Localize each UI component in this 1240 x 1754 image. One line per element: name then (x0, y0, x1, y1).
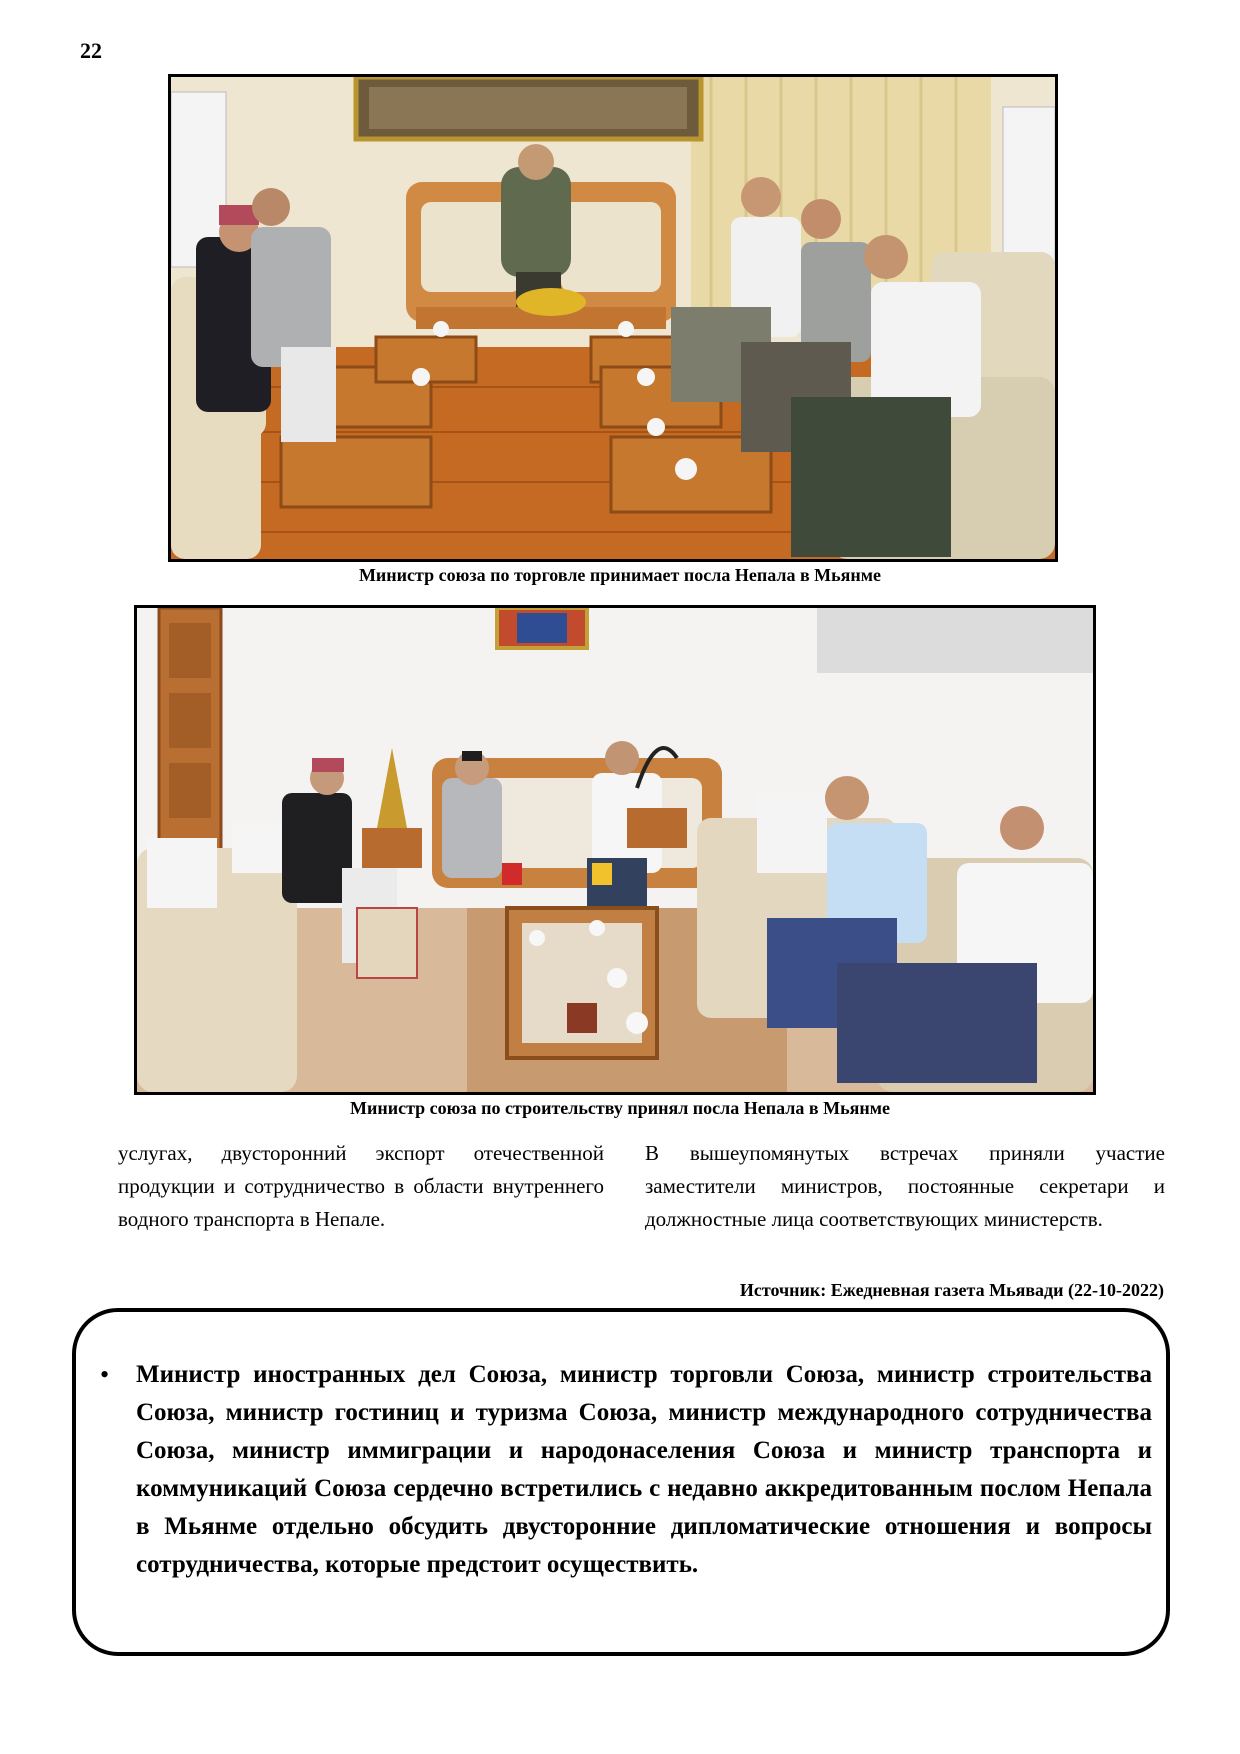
photo-meeting-construction (134, 605, 1096, 1095)
body-text-right-column: В вышеупомянутых встречах приняли участие заместители министров, постоянные секретари и должностные лица соответствующих министерств. (645, 1141, 1165, 1231)
photo-caption: Министр союза по строительству принял посла Непала в Мьянме (350, 1098, 890, 1118)
body-text-left-column: услугах, двусторонний экспорт отечественной продукции и сотрудничество в области внутреннего водного транспорта в Непале. (118, 1141, 604, 1231)
photo-caption: Министр союза по торговле принимает посла Непала в Мьянме (358, 565, 882, 585)
summary-bullet-item (100, 1356, 1152, 1584)
summary-box (72, 1308, 1170, 1656)
page-number: 22 (80, 38, 102, 63)
source-citation: Источник: Ежедневная газета Мьявади (22-10-2022) (739, 1280, 1164, 1300)
summary-text: Министр иностранных дел Союза, министр торговли Союза, министр строительства Союза, министр гостиниц и туризма Союза, министр международного сотрудничества Союза, министр иммиграции и народонаселения Союза и министр транспорта и коммуникаций Союза сердечно встретились с недавно аккредитованным послом Непала в Мьянме отдельно обсудить двусторонние дипломатические отношения и вопросы сотрудничества, которые предстоит осуществить. (136, 1361, 1152, 1578)
bullet-icon: • (100, 1360, 110, 1389)
photo-meeting-commerce (168, 74, 1058, 562)
